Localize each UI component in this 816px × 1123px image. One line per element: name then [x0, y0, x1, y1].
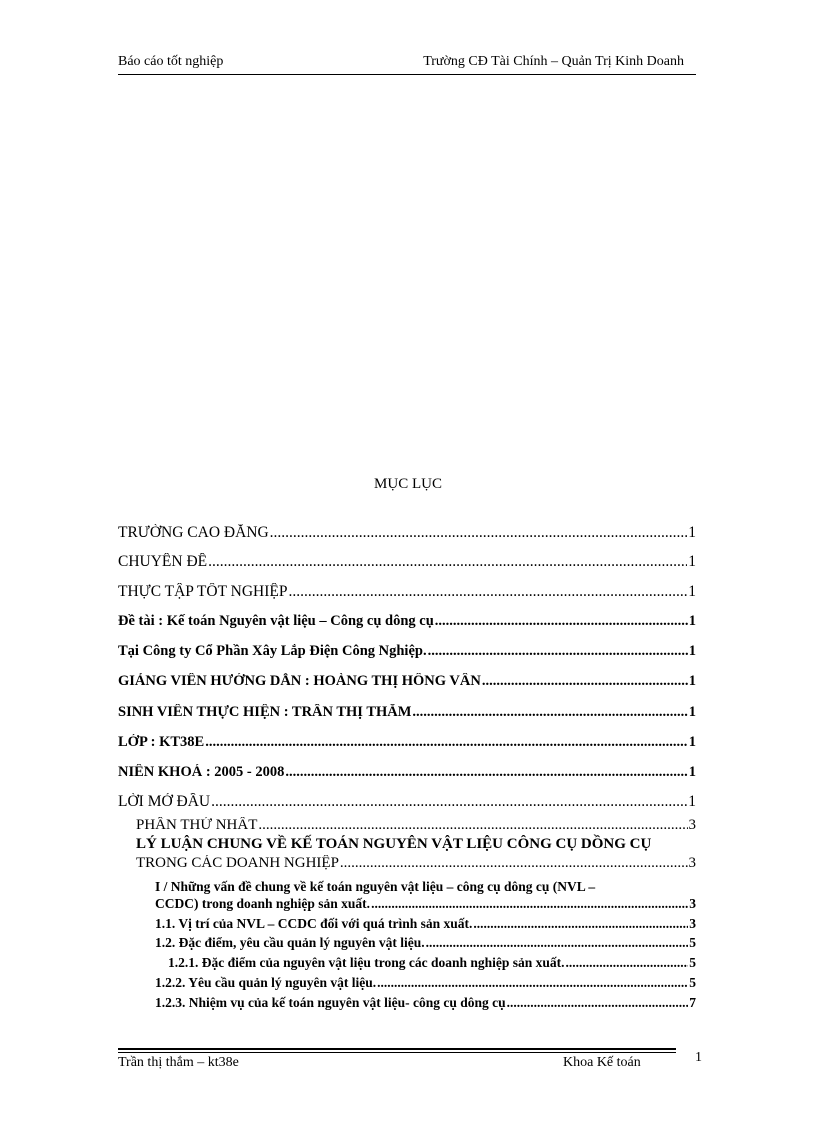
toc-entry-page: 1	[688, 643, 696, 659]
toc-entry-text: 1.2.3. Nhiệm vụ của kế toán nguyên vật liệu- công cụ dông cụ	[155, 995, 506, 1010]
toc-entry-line1[interactable]: LÝ LUẬN CHUNG VỀ KẾ TOÁN NGUYÊN VẬT LIỆU CÔNG CỤ DỒNG CỤ	[136, 836, 652, 852]
toc-entry-page: 1	[688, 583, 696, 600]
toc-entry[interactable]	[155, 975, 696, 991]
toc-leader	[270, 524, 688, 542]
toc-entry[interactable]	[155, 995, 696, 1011]
toc-entry-page: 1	[688, 613, 696, 629]
toc-entry[interactable]	[155, 896, 696, 912]
toc-entry-text: CHUYÊN ĐỀ	[118, 553, 208, 570]
toc-leader	[211, 793, 687, 811]
toc-entry-text: TRƯỜNG CAO ĐẲNG	[118, 524, 269, 541]
toc-leader	[473, 916, 688, 932]
toc-leader	[285, 764, 687, 781]
toc-entry-page: 1	[688, 553, 696, 570]
toc-entry[interactable]	[118, 764, 696, 781]
toc-entry[interactable]	[136, 855, 696, 872]
toc-entry-text: PHẦN THỨ NHẤT	[136, 817, 258, 833]
toc-entry[interactable]	[118, 613, 696, 630]
toc-entry[interactable]	[168, 955, 696, 971]
toc-entry-page: 5	[689, 975, 696, 990]
toc-title: MỤC LỤC	[374, 476, 442, 492]
toc-leader	[340, 855, 688, 872]
toc-leader	[288, 583, 687, 601]
toc-entry-page: 1	[688, 704, 696, 720]
toc-entry[interactable]	[155, 935, 696, 951]
toc-leader	[566, 955, 689, 971]
toc-entry[interactable]	[118, 553, 696, 571]
toc-entry-text: Đề tài : Kế toán Nguyên vật liệu – Công cụ dông cụ	[118, 613, 434, 629]
toc-entry-page: 3	[688, 817, 696, 833]
footer-rule-thin	[118, 1052, 676, 1053]
toc-entry-text: Tại Công ty Cổ Phần Xây Lắp Điện Công Nghiệp.	[118, 643, 427, 659]
toc-entry-page: 1	[688, 793, 696, 810]
toc-entry[interactable]	[118, 643, 696, 660]
toc-entry-text: LỜI MỞ ĐẦU	[118, 793, 211, 810]
toc-entry-text: CCDC) trong doanh nghiệp sản xuất.	[155, 896, 371, 911]
toc-leader	[371, 896, 688, 912]
toc-entry-text: NIÊN KHOÁ : 2005 - 2008	[118, 764, 285, 780]
toc-leader	[426, 935, 689, 951]
footer-department: Khoa Kế toán	[563, 1055, 641, 1070]
toc-leader	[258, 817, 687, 834]
toc-leader	[507, 995, 689, 1011]
toc-entry-text: 1.2. Đặc điểm, yêu cầu quản lý nguyên vật liệu.	[155, 935, 425, 950]
toc-entry-text: LỚP : KT38E	[118, 734, 205, 750]
toc-entry-line1[interactable]: I / Những vấn đề chung về kế toán nguyên vật liệu – công cụ dông cụ (NVL –	[155, 879, 596, 894]
toc-leader	[208, 553, 687, 571]
toc-entry[interactable]	[118, 673, 696, 690]
toc-entry-page: 1	[688, 524, 696, 541]
toc-entry[interactable]	[118, 583, 696, 601]
toc-entry[interactable]	[118, 734, 696, 751]
toc-leader	[377, 975, 688, 991]
page-header	[118, 52, 696, 75]
toc-entry[interactable]	[136, 817, 696, 834]
toc-entry-page: 1	[688, 764, 696, 780]
toc-entry-text: SINH VIÊN THỰC HIỆN : TRẦN THỊ THẮM	[118, 704, 412, 720]
toc-entry-text: 1.2.2. Yêu cầu quản lý nguyên vật liệu.	[155, 975, 377, 990]
toc-leader	[428, 643, 688, 660]
page-number: 1	[695, 1050, 702, 1065]
toc-entry-page: 3	[688, 855, 696, 871]
toc-entry-page: 5	[689, 935, 696, 950]
toc-entry-text: THỰC TẬP TỐT NGHIỆP	[118, 583, 288, 600]
toc-leader	[412, 704, 687, 721]
toc-entry[interactable]	[118, 524, 696, 542]
toc-entry[interactable]	[118, 793, 696, 811]
toc-entry-page: 1	[688, 734, 696, 750]
toc-entry-page: 3	[689, 896, 696, 911]
header-left-text: Báo cáo tốt nghiệp	[118, 54, 224, 69]
toc-entry-text: 1.1. Vị trí của NVL – CCDC đối với quá trình sản xuất.	[155, 916, 473, 931]
footer-author: Trần thị thắm – kt38e	[118, 1055, 239, 1070]
toc-entry-page: 5	[689, 955, 696, 970]
header-right-text: Trường CĐ Tài Chính – Quản Trị Kinh Doanh	[423, 54, 684, 69]
toc-entry-page: 3	[689, 916, 696, 931]
footer-rule	[118, 1048, 676, 1050]
toc-leader	[482, 673, 688, 690]
toc-entry-text: TRONG CÁC DOANH NGHIỆP	[136, 855, 339, 871]
toc-entry[interactable]	[155, 916, 696, 932]
toc-entry-text: GIẢNG VIÊN HƯỚNG DẪN : HOÀNG THỊ HỒNG VÂN	[118, 673, 481, 689]
toc-entry-text: 1.2.1. Đặc điểm của nguyên vật liệu trong các doanh nghiệp sản xuất.	[168, 955, 565, 970]
toc-entry-page: 7	[689, 995, 696, 1010]
toc-leader	[205, 734, 688, 751]
toc-leader	[435, 613, 688, 630]
toc-entry[interactable]	[118, 704, 696, 721]
toc-entry-page: 1	[688, 673, 696, 689]
